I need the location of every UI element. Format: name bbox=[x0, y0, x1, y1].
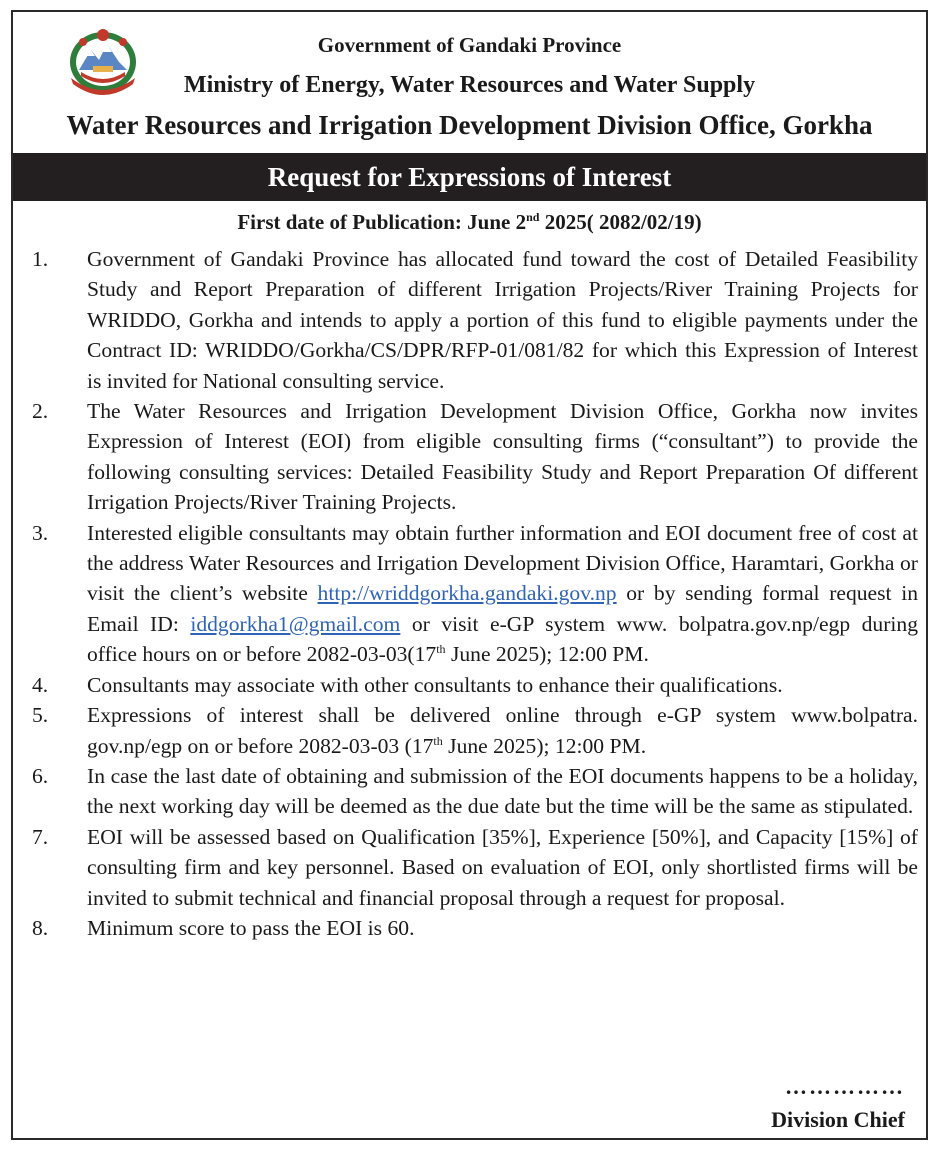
item-text: In case the last date of obtaining and submission of the EOI documents happens to be a holiday, the next working day will be deemed as the due date but the time will be the same as stipulated. bbox=[87, 763, 918, 819]
item-text-part: or by sending formal request in Email ID: bbox=[87, 581, 918, 636]
item-number: 1. bbox=[32, 247, 49, 271]
item-text: Minimum score to pass the EOI is 60. bbox=[87, 915, 415, 940]
item-text: The Water Resources and Irrigation Development Division Office, Gorkha now invites Expression of Interest (EOI) from eligible consulting firms (“consultant”) to provide the following consulting services: Detailed Feasibility Study and Report Preparation Of different Irrigation Projects/River Training Projects. bbox=[87, 399, 918, 515]
notice-item-4 bbox=[32, 670, 918, 700]
item-number: 5. bbox=[32, 703, 49, 728]
item-text bbox=[87, 518, 918, 670]
item-number: 4. bbox=[32, 672, 49, 697]
government-title: Government of Gandaki Province bbox=[317, 33, 622, 57]
item-text-part: Interested eligible consultants may obtain further information and EOI document free of cost at the address Water Resources and Irrigation Development Division Office, Haramtari, Gorkha or visit the client’s website bbox=[87, 520, 918, 606]
signatory-title: Division Chief bbox=[771, 1107, 905, 1132]
signature-line: …………… bbox=[785, 1074, 905, 1099]
ordinal-sup: th bbox=[433, 733, 443, 748]
ordinal-sup: th bbox=[436, 642, 446, 657]
publication-date-prefix: First date of Publication: June 2 bbox=[237, 210, 527, 234]
email-link[interactable]: iddgorkha1@gmail.com bbox=[190, 611, 401, 636]
item-number: 8. bbox=[32, 915, 49, 940]
ministry-title: Ministry of Energy, Water Resources and Water Supply bbox=[183, 72, 756, 98]
item-text-part: Expressions of interest shall be delivered online through e-GP system www.bolpatra. gov.np/egp on or before 2082-03-03 (17 bbox=[87, 703, 918, 758]
notice-item-5 bbox=[32, 700, 918, 761]
publication-date bbox=[13, 210, 926, 235]
notice-item-7 bbox=[32, 822, 918, 913]
item-text: EOI will be assessed based on Qualification [35%], Experience [50%], and Capacity [15%] of consulting firm and key personnel. Based on evaluation of EOI, only shortlisted firms will be invited to submit technical and financial proposal through a request for proposal. bbox=[87, 824, 918, 910]
item-text: Government of Gandaki Province has allocated fund toward the cost of Detailed Feasibility Study and Report Preparation of different Irrigation Projects/River Training Projects for WRIDDO, Gorkha and intends to apply a portion of this fund to eligible payments under the Contract ID: WRIDDO/Gorkha/CS/DPR/RFP-01/081/82 for which this Expression of Interest is invited for National consulting service. bbox=[87, 247, 918, 393]
notice-item-3 bbox=[32, 518, 918, 670]
item-number: 3. bbox=[32, 520, 49, 545]
item-text-part: or visit e-GP system www. bolpatra.gov.np/egp during office hours on or before 2082-03-03(17 bbox=[87, 611, 918, 667]
client-website-link[interactable]: http://wriddgorkha.gandaki.gov.np bbox=[317, 581, 617, 606]
notice-item-6 bbox=[32, 761, 918, 822]
notice-header bbox=[13, 12, 926, 152]
item-text-part: June 2025); 12:00 PM. bbox=[445, 642, 649, 667]
item-text-part: June 2025); 12:00 PM. bbox=[442, 733, 647, 758]
item-number: 6. bbox=[32, 763, 49, 788]
item-number: 7. bbox=[32, 824, 49, 849]
notice-banner: Request for Expressions of Interest bbox=[13, 153, 926, 201]
item-number: 2. bbox=[32, 399, 49, 424]
notice-item-1 bbox=[32, 244, 918, 396]
notice-items bbox=[32, 244, 918, 943]
item-text bbox=[87, 700, 918, 761]
notice-item-2 bbox=[32, 396, 918, 518]
office-title: Water Resources and Irrigation Development Division Office, Gorkha bbox=[66, 110, 873, 140]
publication-date-suffix: 2025( 2082/02/19) bbox=[539, 210, 702, 234]
publication-date-sup: nd bbox=[526, 210, 540, 224]
notice-frame bbox=[11, 10, 928, 1140]
item-text: Consultants may associate with other consultants to enhance their qualifications. bbox=[87, 672, 783, 697]
notice-item-8 bbox=[32, 913, 918, 943]
